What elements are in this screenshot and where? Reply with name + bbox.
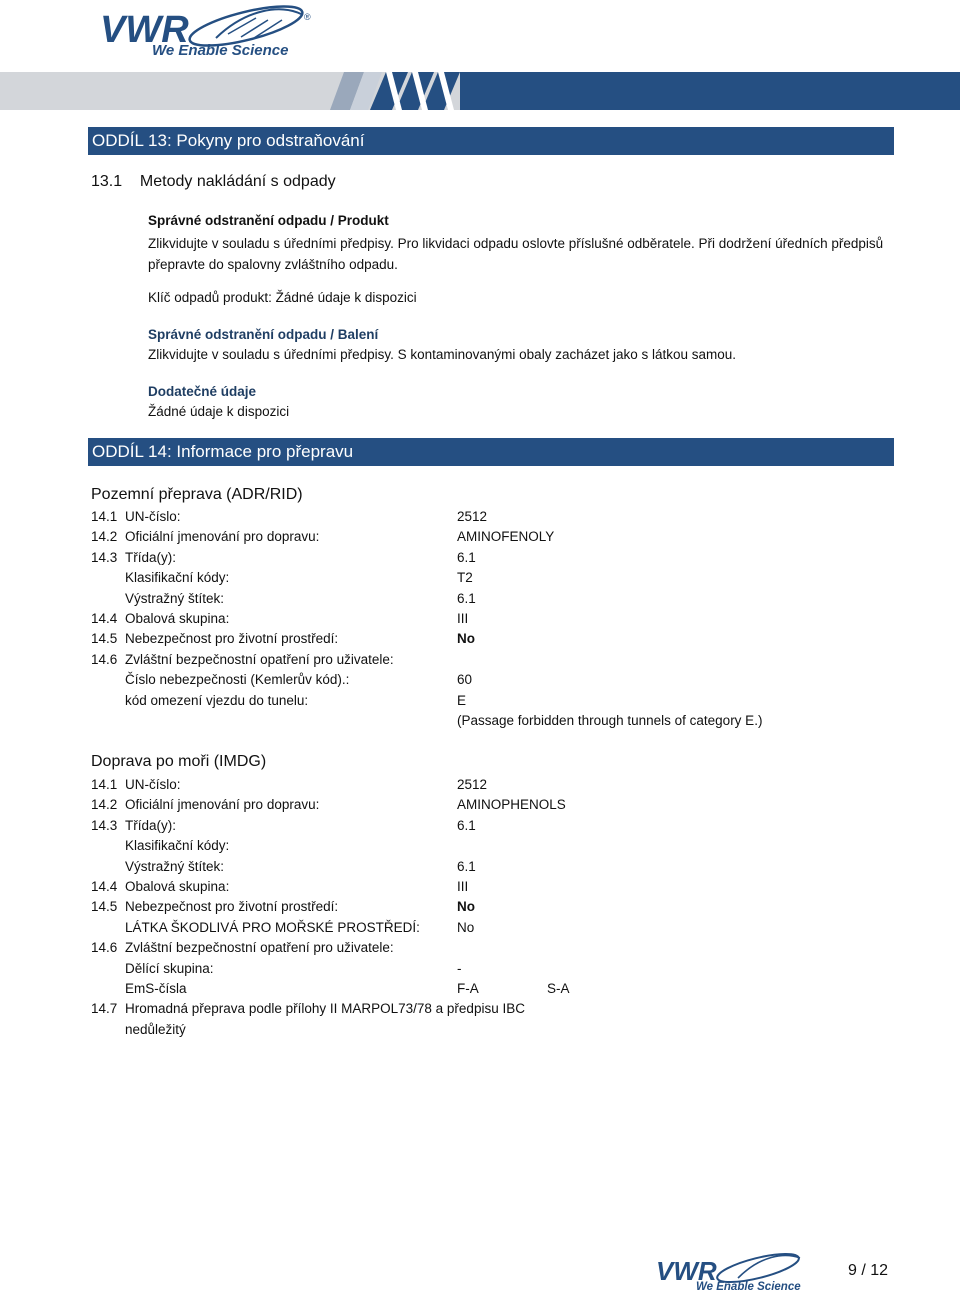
row-value: III <box>457 879 469 894</box>
row-number: 14.2 <box>91 529 118 544</box>
row-label: Výstražný štítek: <box>125 591 225 606</box>
row-number: 14.7 <box>91 1001 118 1016</box>
row-label: UN-číslo: <box>125 777 181 792</box>
table-row <box>91 528 871 548</box>
row-value: - <box>457 961 462 976</box>
row-value: 2512 <box>457 509 488 524</box>
row-label: Nebezpečnost pro životní prostředí: <box>125 899 339 914</box>
packaging-label: Správné odstranění odpadu / Balení <box>148 327 379 342</box>
row-value: 2512 <box>457 777 488 792</box>
row-value: 6.1 <box>457 859 476 874</box>
row-value: E <box>457 693 467 708</box>
table-row <box>91 549 871 569</box>
row-label: Číslo nebezpečnosti (Kemlerův kód).: <box>125 672 350 687</box>
row-label: Klasifikační kódy: <box>125 570 230 585</box>
table-row <box>91 569 871 589</box>
row-number: 14.4 <box>91 879 118 894</box>
row-label: Oficiální jmenování pro dopravu: <box>125 529 320 544</box>
row-label: Oficiální jmenování pro dopravu: <box>125 797 320 812</box>
row-label: Zvláštní bezpečnostní opatření pro uživatele: <box>125 940 394 955</box>
row-number: 14.3 <box>91 818 118 833</box>
additional-text: Žádné údaje k dispozici <box>148 404 290 419</box>
adr-heading: Pozemní přeprava (ADR/RID) <box>91 486 303 503</box>
header-chevron-band <box>330 72 960 110</box>
section13-subtitle <box>91 172 336 192</box>
row-label: kód omezení vjezdu do tunelu: <box>125 693 309 708</box>
row-number: 14.5 <box>91 899 118 914</box>
table-row <box>91 712 871 732</box>
table-row <box>91 960 871 980</box>
packaging-text: Zlikvidujte v souladu s úředními předpisy. S kontaminovanými obaly zacházet jako s látkou samou. <box>148 347 737 362</box>
row-value: III <box>457 611 469 626</box>
table-row <box>91 508 871 528</box>
table-row <box>91 671 871 691</box>
table-row <box>91 817 871 837</box>
imdg-heading: Doprava po moři (IMDG) <box>91 753 267 770</box>
footer-tagline: We Enable Science <box>696 1281 801 1293</box>
table-row <box>91 651 871 671</box>
subtitle-text: 13.1 Metody nakládání s odpady <box>91 173 336 190</box>
table-row <box>91 1021 871 1041</box>
row-value-2: S-A <box>547 981 570 996</box>
row-value: 60 <box>457 672 473 687</box>
table-row <box>91 776 871 796</box>
table-row <box>91 630 871 650</box>
row-value: T2 <box>457 570 473 585</box>
row-number: 14.3 <box>91 550 118 565</box>
row-label: Třída(y): <box>125 550 177 565</box>
row-label: nedůležitý <box>125 1022 186 1037</box>
table-row <box>91 610 871 630</box>
row-value: No <box>457 920 475 935</box>
row-value: No <box>457 631 475 646</box>
row-value: AMINOPHENOLS <box>457 797 566 812</box>
row-number: 14.4 <box>91 611 118 626</box>
chevron-pattern-icon <box>330 72 960 110</box>
row-number: 14.1 <box>91 777 118 792</box>
row-value: No <box>457 899 475 914</box>
svg-text:VWR: VWR <box>100 9 189 51</box>
row-label: LÁTKA ŠKODLIVÁ PRO MOŘSKÉ PROSTŘEDÍ: <box>125 920 420 935</box>
row-label: Třída(y): <box>125 818 177 833</box>
row-label: UN-číslo: <box>125 509 181 524</box>
row-number: 14.5 <box>91 631 118 646</box>
header-tagline: We Enable Science <box>152 42 289 59</box>
section14-title: ODDÍL 14: Informace pro přepravu <box>88 438 894 466</box>
table-row <box>91 837 871 857</box>
table-row <box>91 939 871 959</box>
row-label: Obalová skupina: <box>125 879 230 894</box>
row-label: Klasifikační kódy: <box>125 838 230 853</box>
table-row <box>91 919 871 939</box>
row-label: EmS-čísla <box>125 981 187 996</box>
row-label: Obalová skupina: <box>125 611 230 626</box>
row-value: F-A <box>457 981 479 996</box>
section13-title: ODDÍL 13: Pokyny pro odstraňování <box>88 127 894 155</box>
row-label: Zvláštní bezpečnostní opatření pro uživatele: <box>125 652 394 667</box>
row-number: 14.1 <box>91 509 118 524</box>
row-value: 6.1 <box>457 550 476 565</box>
row-value: 6.1 <box>457 591 476 606</box>
product-text: Zlikvidujte v souladu s úředními předpisy. Pro likvidaci odpadu oslovte příslušné odběratele. Při dodržení úředních předpisů přepravte do spalovny zvláštního odpadu. <box>148 236 884 272</box>
row-number: 14.2 <box>91 797 118 812</box>
row-number: 14.6 <box>91 940 118 955</box>
table-row <box>91 590 871 610</box>
row-label: Hromadná přeprava podle přílohy II MARPOL73/78 a předpisu IBC <box>125 1001 525 1016</box>
table-row <box>91 692 871 712</box>
page-number: 9 / 12 <box>848 1262 889 1279</box>
table-row <box>91 980 871 1000</box>
row-number: 14.6 <box>91 652 118 667</box>
product-label: Správné odstranění odpadu / Produkt <box>148 213 389 228</box>
row-label: Dělící skupina: <box>125 961 214 976</box>
table-row <box>91 878 871 898</box>
row-label: Výstražný štítek: <box>125 859 225 874</box>
additional-label: Dodatečné údaje <box>148 384 257 399</box>
table-row <box>91 796 871 816</box>
row-value: (Passage forbidden through tunnels of category E.) <box>457 713 763 728</box>
table-row <box>91 898 871 918</box>
svg-text:®: ® <box>304 12 311 22</box>
row-value: 6.1 <box>457 818 476 833</box>
row-value: AMINOFENOLY <box>457 529 555 544</box>
table-row <box>91 1000 871 1020</box>
svg-text:VWR: VWR <box>656 1256 717 1286</box>
row-label: Nebezpečnost pro životní prostředí: <box>125 631 339 646</box>
table-row <box>91 858 871 878</box>
waste-key: Klíč odpadů produkt: Žádné údaje k dispozici <box>148 290 417 305</box>
